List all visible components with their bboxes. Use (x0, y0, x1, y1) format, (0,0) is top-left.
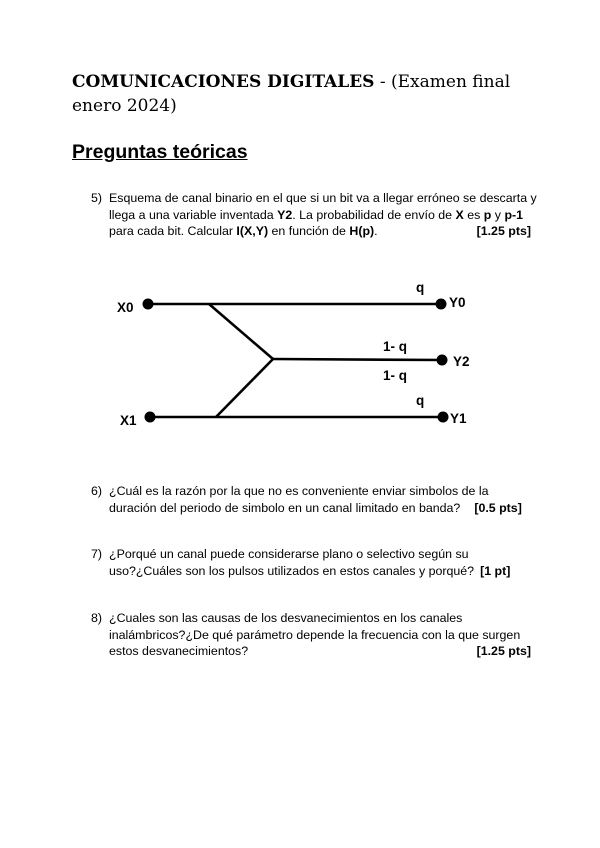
text-fragment: es (463, 207, 484, 222)
text-fragment: llega a una variable inventada (109, 207, 278, 222)
question-7 (91, 546, 531, 579)
node-y0 (436, 299, 447, 310)
question-number: 8) (91, 611, 103, 625)
question-line (109, 643, 531, 660)
points-badge: [0.5 pts] (474, 500, 522, 515)
label-y1: Y1 (450, 411, 467, 426)
points-badge: [1.25 pts] (476, 224, 531, 238)
term-p-minus-1: p-1 (504, 207, 524, 222)
node-x1 (145, 412, 156, 423)
prob-label-bottom: q (416, 393, 425, 408)
text-fragment: para cada bit. Calcular (109, 224, 237, 238)
question-text (109, 483, 531, 516)
course-title: COMUNICACIONES DIGITALES (72, 72, 375, 92)
question-line (109, 563, 531, 580)
question-8 (91, 610, 531, 660)
channel-line-to-y2 (273, 359, 442, 360)
exam-subtitle: - (Examen final enero 2024) (72, 72, 511, 116)
channel-branch-x0-y2 (209, 304, 273, 359)
section-title: Preguntas teóricas (72, 141, 248, 163)
text-fragment: y (491, 207, 505, 222)
channel-branch-x1-y2 (216, 359, 273, 417)
label-x1: X1 (120, 413, 137, 428)
prob-label-top: q (416, 280, 425, 295)
question-6 (91, 483, 531, 516)
label-y0: Y0 (449, 295, 466, 310)
prob-label-mid-lower: 1- q (383, 368, 408, 383)
term-ixy: I(X,Y) (236, 224, 269, 238)
text-fragment: duración del periodo de simbolo en un canal limitado en banda? (109, 500, 461, 515)
label-x0: X0 (117, 300, 134, 315)
points-badge: [1 pt] (480, 563, 511, 578)
question-line: ¿Porqué un canal puede considerarse plano o selectivo según su (109, 547, 469, 561)
term-hp: H(p) (349, 224, 375, 238)
question-number: 7) (91, 547, 103, 561)
node-y1 (438, 412, 449, 423)
question-line (109, 500, 531, 517)
text-fragment: estos desvanecimientos? (109, 644, 249, 658)
text-fragment: uso?¿Cuáles son los pulsos utilizados en estos canales y porqué? (109, 563, 475, 578)
question-line: inalámbricos?¿De qué parámetro depende la frecuencia con la que surgen (109, 627, 521, 642)
question-number: 5) (91, 191, 103, 205)
term-y2: Y2 (277, 207, 293, 222)
question-number: 6) (91, 484, 103, 498)
question-line: Esquema de canal binario en el que si un bit va a llegar erróneo se descarta y (109, 191, 537, 205)
question-line: ¿Cuales son las causas de los desvanecimientos en los canales (109, 611, 463, 625)
node-y2 (437, 355, 448, 366)
term-p: p (483, 207, 492, 222)
text-fragment: . (374, 224, 378, 238)
node-x0 (143, 299, 154, 310)
text-fragment: . La probabilidad de envío de (292, 207, 456, 222)
question-text (109, 546, 531, 579)
points-badge: [1.25 pts] (476, 644, 531, 658)
label-y2: Y2 (453, 354, 470, 369)
question-line: ¿Cuál es la razón por la que no es conveniente enviar simbolos de la (109, 484, 489, 498)
question-text (109, 610, 531, 660)
prob-label-mid-upper: 1- q (383, 339, 408, 354)
text-fragment: en función de (268, 224, 350, 238)
term-x: X (455, 207, 464, 222)
